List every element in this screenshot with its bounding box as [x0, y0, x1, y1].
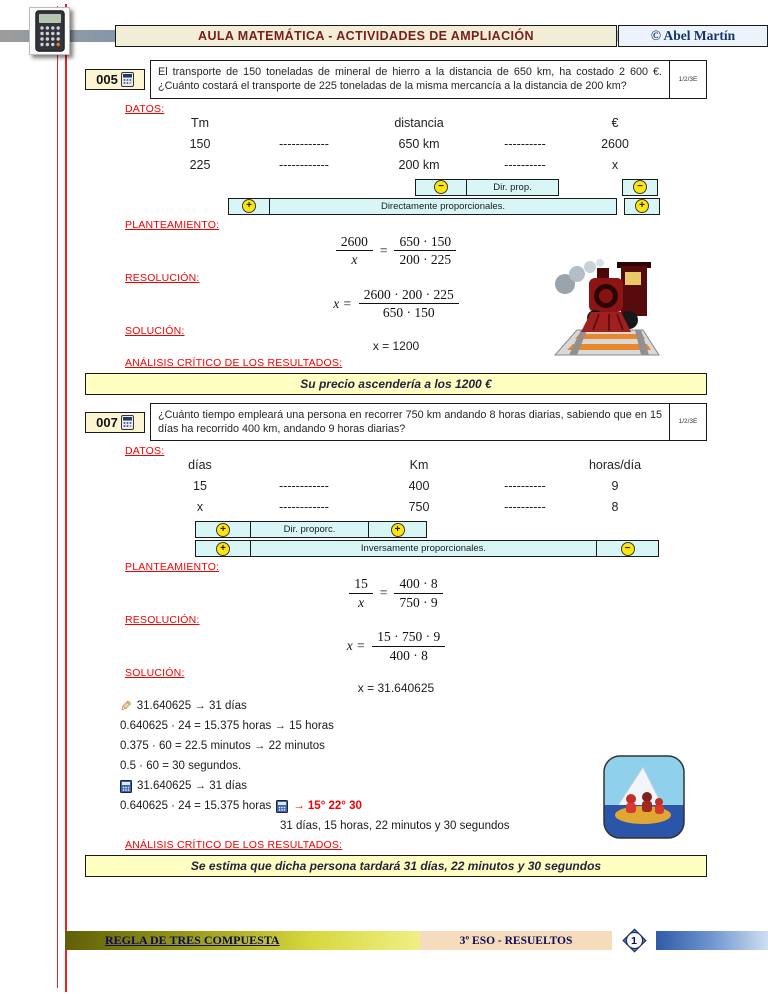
col-header: Tm — [190, 115, 210, 130]
datos-label: DATOS: — [125, 102, 165, 115]
equals-sign: = — [379, 585, 388, 601]
fraction: $\frac{15}{x}$ — [349, 576, 373, 610]
exercise-005-number: 005 — [96, 72, 118, 87]
exercise-005 — [85, 60, 707, 395]
planteamiento-label: PLANTEAMIENTO: — [125, 218, 220, 231]
plus-badge: + — [242, 199, 256, 213]
calculator-photo — [29, 7, 70, 55]
table-header-row — [155, 116, 707, 130]
col-header: Km — [409, 458, 429, 473]
solution-value: x = 31.640625 — [357, 681, 435, 696]
col-header: días — [188, 458, 212, 473]
equals-sign: = — [379, 242, 388, 258]
page-footer — [65, 931, 768, 950]
lhs: x = — [333, 295, 352, 311]
prop-label: Dir. prop. — [466, 180, 558, 195]
col-header: € — [611, 115, 619, 130]
proportion-row-1 — [85, 521, 707, 538]
minus-badge: − — [434, 180, 448, 194]
direct-prop-box — [195, 521, 427, 538]
table-header-row — [155, 458, 707, 472]
fraction: $\frac{400 \cdot 8}{750 \cdot 9}$ — [394, 576, 442, 610]
raft-illustration — [603, 755, 685, 839]
planteamiento-equation — [85, 576, 707, 610]
work-line: 31.640625 → 31 días — [120, 779, 707, 793]
exercise-007-data-table — [155, 458, 707, 514]
exercise-005-header — [85, 60, 707, 99]
sign-box — [228, 198, 270, 215]
footer-course: 3º ESO - RESUELTOS — [420, 931, 612, 950]
result-banner: Su precio ascendería a los 1200 € — [85, 373, 707, 395]
work-line: 0.640625 · 24 = 15.375 horas → 15 horas — [120, 720, 334, 733]
col-header: distancia — [394, 115, 444, 130]
exercise-007-header — [85, 403, 707, 442]
plus-badge: + — [391, 523, 405, 537]
calculator-icon — [276, 800, 288, 813]
exercise-005-statement: El transporte de 150 toneladas de mineral de hierro a la distancia de 650 km, ha costado 2 600 €. ¿Cuánto costará el transporte de 225 toneladas de la misma mercancía a la distancia de 200 km? — [151, 61, 670, 98]
plus-badge: + — [635, 199, 649, 213]
page-number: 1 — [626, 932, 643, 949]
proportion-row-2 — [85, 540, 707, 557]
exercise-005-level-tag: 1/2/3E — [678, 75, 698, 83]
work-line: 0.640625 · 24 = 15.375 horas → 15° 22° 30 — [120, 800, 362, 813]
fraction: $\frac{650 \cdot 150}{200 \cdot 225}$ — [394, 234, 456, 268]
exercise-007 — [85, 403, 707, 878]
solucion-label: SOLUCIÓN: — [125, 324, 185, 337]
table-row: 225 ------------ 200 km ---------- x — [189, 157, 619, 172]
work-line: 0.5 · 60 = 30 segundos. — [120, 760, 242, 773]
margin-line-thin — [57, 6, 58, 988]
exercise-005-data-table — [155, 116, 707, 172]
inverse-prop-box — [195, 540, 659, 557]
sign-box — [624, 198, 660, 215]
fraction: $\frac{15 \cdot 750 \cdot 9}{400 \cdot 8}$ — [372, 629, 445, 663]
dms-result: → 15° 22° 30 — [293, 800, 362, 813]
final-time-line: 31 días, 15 horas, 22 minutos y 30 segundos — [280, 820, 510, 833]
mini-calculator-icon — [121, 415, 134, 430]
minus-badge: − — [633, 180, 647, 194]
calculator-icon — [35, 10, 65, 52]
work-line: 0.375 · 60 = 22.5 minutos → 22 minutos — [120, 740, 325, 753]
work-line: ✎ 31.640625 → 31 días — [120, 698, 247, 715]
proportion-row-1 — [85, 179, 707, 196]
solution-value: x = 1200 — [372, 338, 420, 353]
exercise-007-statement: ¿Cuánto tiempo empleará una persona en recorrer 750 km andando 8 horas diarias, sabiendo que en 15 días ha recorrido 400 km, andando 9 horas diarias? — [151, 404, 670, 441]
resolucion-label: RESOLUCIÓN: — [125, 614, 200, 627]
train-illustration — [547, 258, 665, 358]
lhs: x = — [346, 638, 366, 654]
fraction: $\frac{2600}{x}$ — [336, 234, 373, 268]
analisis-label: ANÁLISIS CRÍTICO DE LOS RESULTADOS: — [125, 839, 343, 852]
table-row: x ------------ 750 ---------- 8 — [196, 500, 619, 515]
proportion-row-2 — [85, 198, 707, 215]
exercise-005-statement-box — [150, 60, 707, 99]
sign-box — [622, 179, 658, 196]
datos-label: DATOS: — [125, 445, 165, 458]
resolucion-label: RESOLUCIÓN: — [125, 271, 200, 284]
prop-label: Inversamente proporcionales. — [250, 541, 596, 556]
direct-prop-box — [415, 179, 559, 196]
pencil-icon: ✎ — [120, 698, 132, 715]
footer-topic: REGLA DE TRES COMPUESTA — [105, 933, 280, 947]
fraction: $\frac{2600 \cdot 200 \cdot 225}{650 \cdot 150}$ — [359, 287, 459, 321]
copyright: © Abel Martín — [618, 25, 768, 47]
exercise-007-number: 007 — [96, 414, 118, 430]
prop-label: Dir. proporc. — [250, 522, 368, 537]
analisis-label: ANÁLISIS CRÍTICO DE LOS RESULTADOS: — [125, 356, 343, 369]
exercise-007-statement-box — [150, 403, 707, 442]
footer-right-bar — [656, 931, 768, 950]
col-header: horas/día — [588, 458, 642, 473]
planteamiento-label: PLANTEAMIENTO: — [125, 561, 220, 574]
minus-badge: − — [621, 542, 635, 556]
plus-badge: + — [216, 523, 230, 537]
exercise-005-badge — [85, 69, 145, 90]
table-row: 150 ------------ 650 km ---------- 2600 — [189, 136, 629, 151]
footer-page-number — [612, 931, 656, 950]
exercise-007-level-tag: 1/2/3E — [678, 418, 698, 426]
calculator-icon — [120, 780, 132, 793]
exercise-007-badge — [85, 412, 145, 433]
direct-prop-box — [269, 198, 617, 215]
plus-badge: + — [216, 542, 230, 556]
result-banner: Se estima que dicha persona tardará 31 días, 22 minutos y 30 segundos — [85, 855, 707, 877]
resolucion-equation — [85, 629, 707, 663]
footer-topic-bar — [65, 931, 420, 950]
solucion-label: SOLUCIÓN: — [125, 667, 185, 680]
page-content — [85, 60, 707, 877]
page-title: AULA MATEMÁTICA - ACTIVIDADES DE AMPLIACIÓN — [115, 25, 617, 47]
mini-calculator-icon — [121, 72, 134, 87]
table-row: 15 ------------ 400 ---------- 9 — [193, 479, 619, 494]
prop-label: Directamente proporcionales. — [380, 200, 506, 212]
margin-line-red — [65, 4, 67, 992]
